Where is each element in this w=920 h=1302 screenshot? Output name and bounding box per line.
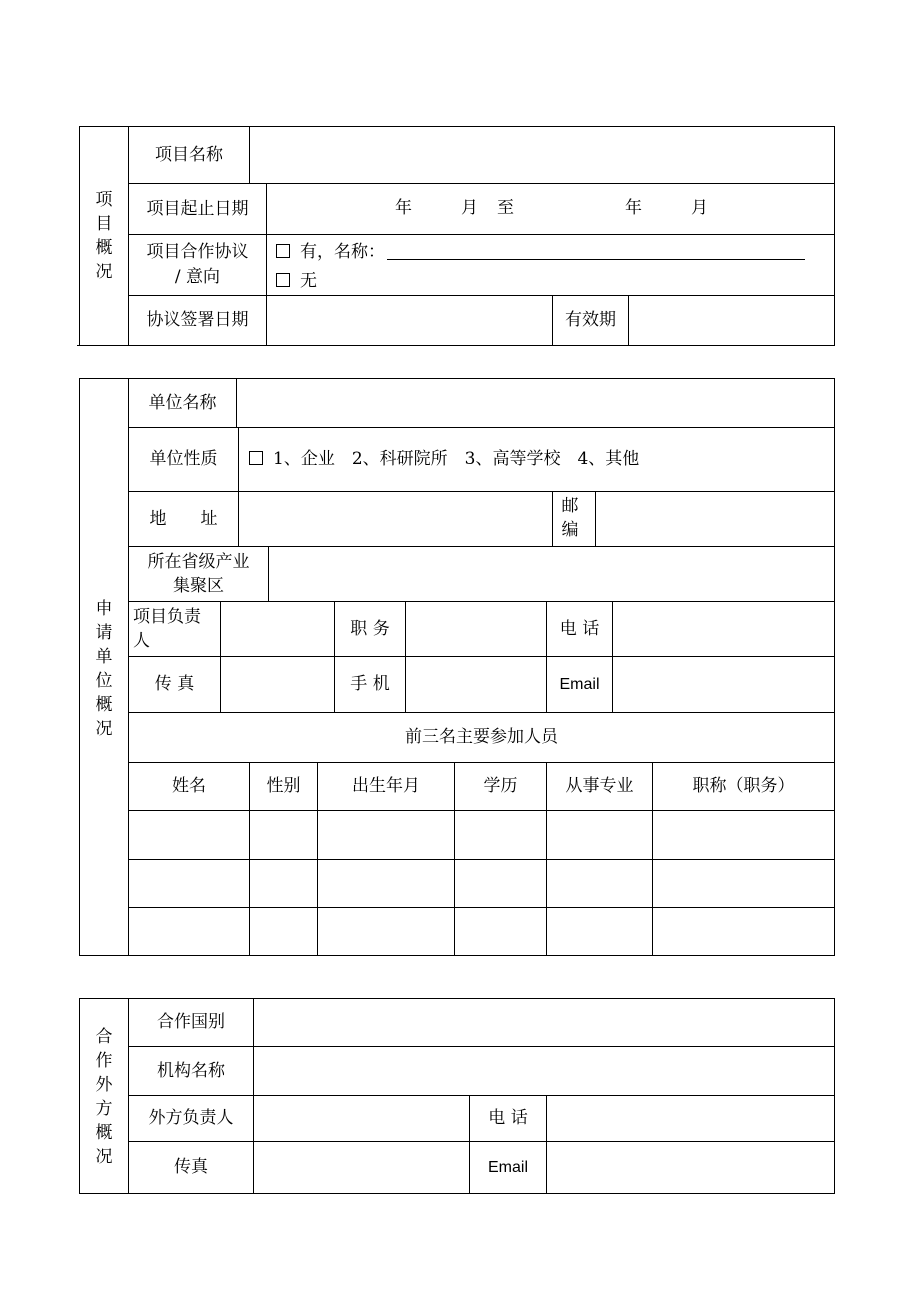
email-field[interactable] [613,657,834,712]
project-dates-field[interactable] [267,184,834,234]
date-to-label: 至 [497,198,514,218]
unit-name-field[interactable] [237,379,834,427]
mobile-label: 手 机 [350,674,390,694]
col-header-gender: 性别 [266,776,301,796]
agreement-name-input-line[interactable] [387,245,805,260]
foreign-phone-label: 电 话 [488,1108,528,1128]
foreign-fax-label: 传真 [174,1157,208,1177]
validity-label: 有效期 [565,310,616,330]
position-field[interactable] [406,602,546,656]
sign-date-field[interactable] [267,296,552,345]
participants-title: 前三名主要参加人员 [405,727,558,747]
unit-name-label: 单位名称 [148,392,217,413]
phone-label: 电 话 [559,618,600,639]
participant-row[interactable] [129,811,834,859]
foreign-email-label: Email [487,1159,528,1176]
agreement-options [276,238,826,294]
foreign-phone-field[interactable] [547,1096,834,1141]
validity-field[interactable] [629,296,834,345]
project-leader-label-line2: 人 [133,631,150,651]
foreign-fax-field[interactable] [254,1142,469,1193]
participant-row[interactable] [129,908,834,955]
col-header-title: 职称（职务） [692,776,795,796]
agreement-label-line1: 项目合作协议 [146,242,249,262]
section-label-foreign-partner: 合作外方概况 [95,1027,113,1167]
agreement-label-line2: / 意向 [174,267,221,287]
agreement-yes-label: 有，名称： [300,242,385,262]
agreement-no-checkbox[interactable] [276,273,290,287]
agreement-yes-checkbox[interactable] [276,244,290,258]
sign-date-label: 协议签署日期 [146,310,249,330]
unit-nature-options-text: 1、企业 2、科研院所 3、高等学校 4、其他 [273,449,640,469]
col-header-specialty: 从事专业 [565,776,634,796]
agreement-no-option[interactable] [276,267,826,296]
col-header-birth: 出生年月 [352,776,420,796]
fax-field[interactable] [221,657,334,712]
cluster-label-line2: 集聚区 [173,576,224,596]
address-field[interactable] [239,492,552,546]
col-header-education: 学历 [483,776,518,796]
start-year-unit: 年 [395,198,412,218]
project-leader-field[interactable] [221,602,334,656]
col-header-name: 姓名 [172,776,206,796]
agreement-label [129,235,266,295]
unit-nature-options[interactable] [249,448,639,471]
unit-nature-checkbox[interactable] [249,451,263,465]
project-dates-label: 项目起止日期 [146,198,249,219]
cluster-label [129,547,268,601]
start-month-unit: 月 [461,198,478,218]
email-label: Email [559,676,600,693]
section-label-applicant-overview: 申请单位概况 [95,599,113,739]
agreement-no-label: 无 [300,271,317,291]
project-name-label: 项目名称 [155,144,223,165]
country-label: 合作国别 [157,1012,225,1032]
phone-field[interactable] [613,602,834,656]
postcode-label: 邮编 [561,496,579,540]
agreement-yes-option[interactable] [276,238,826,267]
postcode-field[interactable] [596,492,834,546]
end-month-unit: 月 [691,198,708,218]
address-label: 地 址 [149,508,218,529]
end-year-unit: 年 [625,198,642,218]
project-leader-label-line1: 项目负责 [133,607,201,627]
project-name-field[interactable] [250,127,834,183]
position-label: 职 务 [350,618,390,639]
foreign-email-field[interactable] [547,1142,834,1193]
project-leader-label [133,602,217,656]
country-field[interactable] [254,999,834,1046]
cluster-label-line1: 所在省级产业 [147,552,250,572]
mobile-field[interactable] [406,657,546,712]
foreign-leader-label: 外方负责人 [148,1108,234,1128]
institution-field[interactable] [254,1047,834,1095]
foreign-leader-field[interactable] [254,1096,469,1141]
fax-label: 传 真 [154,674,195,694]
section-label-project-overview: 项目概况 [95,190,113,282]
cluster-field[interactable] [269,547,834,601]
participant-row[interactable] [129,860,834,907]
institution-label: 机构名称 [157,1060,225,1081]
unit-nature-label: 单位性质 [149,449,218,469]
